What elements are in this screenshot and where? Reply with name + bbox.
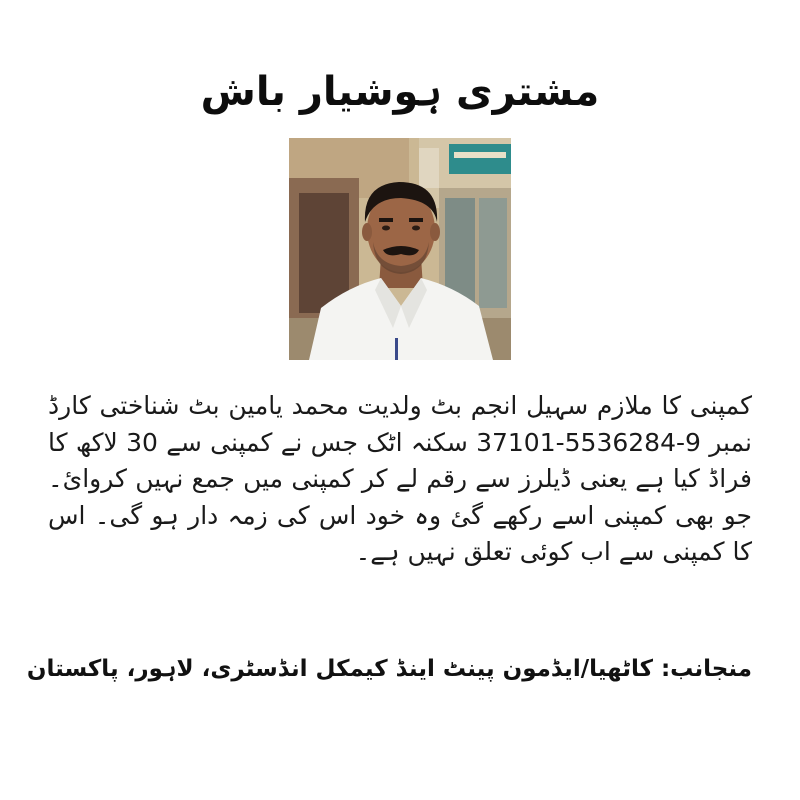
person-photo [289,138,511,360]
notice-title: مشتری ہوشیار باش [200,69,600,115]
person-photo-illustration [289,138,511,360]
issuer-line: منجانب: کاٹھیا/ایڈمون پینٹ اینڈ کیمکل انڈسٹری، لاہور، پاکستان [26,656,752,682]
notice-body: کمپنی کا ملازم سہیل انجم بٹ ولدیت محمد یامین بٹ شناختی کارڈ نمبر 9-5536284-37101 سکنہ اٹک جس نے کمپنی سے 30 لاکھ کا فراڈ کیا ہے یعنی ڈیلرز سے رقم لے کر کمپنی میں جمع نہیں کروائ۔ جو بھی کمپنی اسے رکھے گئ وہ خود اس کی زمہ دار ہو گی۔ اس کا کمپنی سے اب کوئی تعلق نہیں ہے۔ [48,391,752,566]
